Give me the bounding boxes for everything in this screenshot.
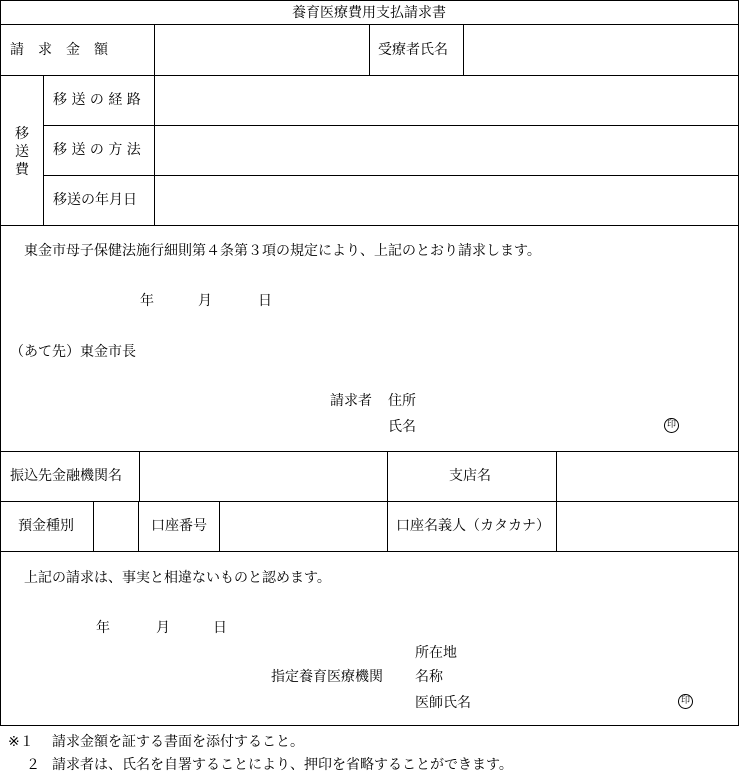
transport-char: 費: [15, 162, 29, 178]
certification-year: 年: [96, 620, 110, 636]
transport-group-label: [14, 125, 30, 179]
location-field[interactable]: [465, 642, 725, 664]
divider: [138, 501, 139, 551]
seal-icon: 印: [678, 694, 693, 709]
declaration-month: 月: [198, 293, 212, 309]
amount-label: 請 求 金 額: [10, 42, 108, 58]
account-number-label: 口座番号: [151, 518, 207, 534]
claimant-address-field[interactable]: [420, 390, 720, 412]
addressee: （あて先）東金市長: [10, 344, 136, 360]
certification-text: 上記の請求は、事実と相違ないものと認めます。: [24, 570, 331, 586]
transport-method-field[interactable]: [155, 126, 738, 174]
transport-method-label: 移 送 の 方 法: [53, 142, 141, 158]
declaration-text: 東金市母子保健法施行細則第４条第３項の規定により、上記のとおり請求します。: [24, 243, 541, 259]
bank-institution-field[interactable]: [140, 452, 386, 501]
divider: [43, 75, 44, 225]
institution-name-field[interactable]: [465, 666, 725, 688]
institution-name-label: 名称: [415, 669, 443, 685]
declaration-day: 日: [258, 293, 272, 309]
account-number-field[interactable]: [220, 502, 386, 550]
divider: [0, 225, 739, 226]
note-text: 請求金額を証する書面を添付すること。: [52, 734, 304, 750]
divider: [369, 24, 370, 75]
account-holder-field[interactable]: [557, 502, 738, 550]
transport-date-field[interactable]: [155, 176, 738, 224]
certification-month: 月: [156, 620, 170, 636]
claimant-label: 請求者: [330, 393, 372, 409]
doctor-name-label: 医師氏名: [415, 695, 471, 711]
divider: [0, 551, 739, 552]
designated-institution-label: 指定養育医療機関: [271, 669, 383, 685]
patient-name-label: 受療者氏名: [378, 42, 448, 58]
amount-field[interactable]: [155, 25, 369, 74]
deposit-type-field[interactable]: [94, 502, 137, 550]
claimant-name-label: 氏名: [388, 419, 416, 435]
transport-char: 送: [15, 144, 29, 160]
note-text: 請求者は、氏名を自署することにより、押印を省略することができます。: [52, 757, 513, 773]
claimant-name-field[interactable]: [420, 416, 660, 438]
account-holder-label: 口座名義人（カタカナ）: [396, 518, 550, 534]
transport-char: 移: [15, 126, 29, 142]
claimant-address-label: 住所: [388, 393, 416, 409]
certification-day: 日: [213, 620, 227, 636]
location-label: 所在地: [415, 645, 457, 661]
note-marker: ※１: [8, 734, 34, 750]
declaration-year: 年: [140, 293, 154, 309]
seal-icon: 印: [664, 418, 679, 433]
branch-field[interactable]: [557, 452, 738, 501]
form-title: 養育医療費用支払請求書: [292, 5, 446, 21]
branch-label: 支店名: [449, 468, 491, 484]
patient-name-field[interactable]: [464, 25, 738, 74]
deposit-type-label: 預金種別: [18, 518, 74, 534]
note-marker: ２: [26, 757, 40, 773]
doctor-name-field[interactable]: [480, 692, 675, 714]
transport-route-label: 移 送 の 経 路: [53, 92, 141, 108]
bank-institution-label: 振込先金融機関名: [10, 468, 122, 484]
transport-route-field[interactable]: [155, 76, 738, 124]
transport-date-label: 移送の年月日: [53, 192, 137, 208]
